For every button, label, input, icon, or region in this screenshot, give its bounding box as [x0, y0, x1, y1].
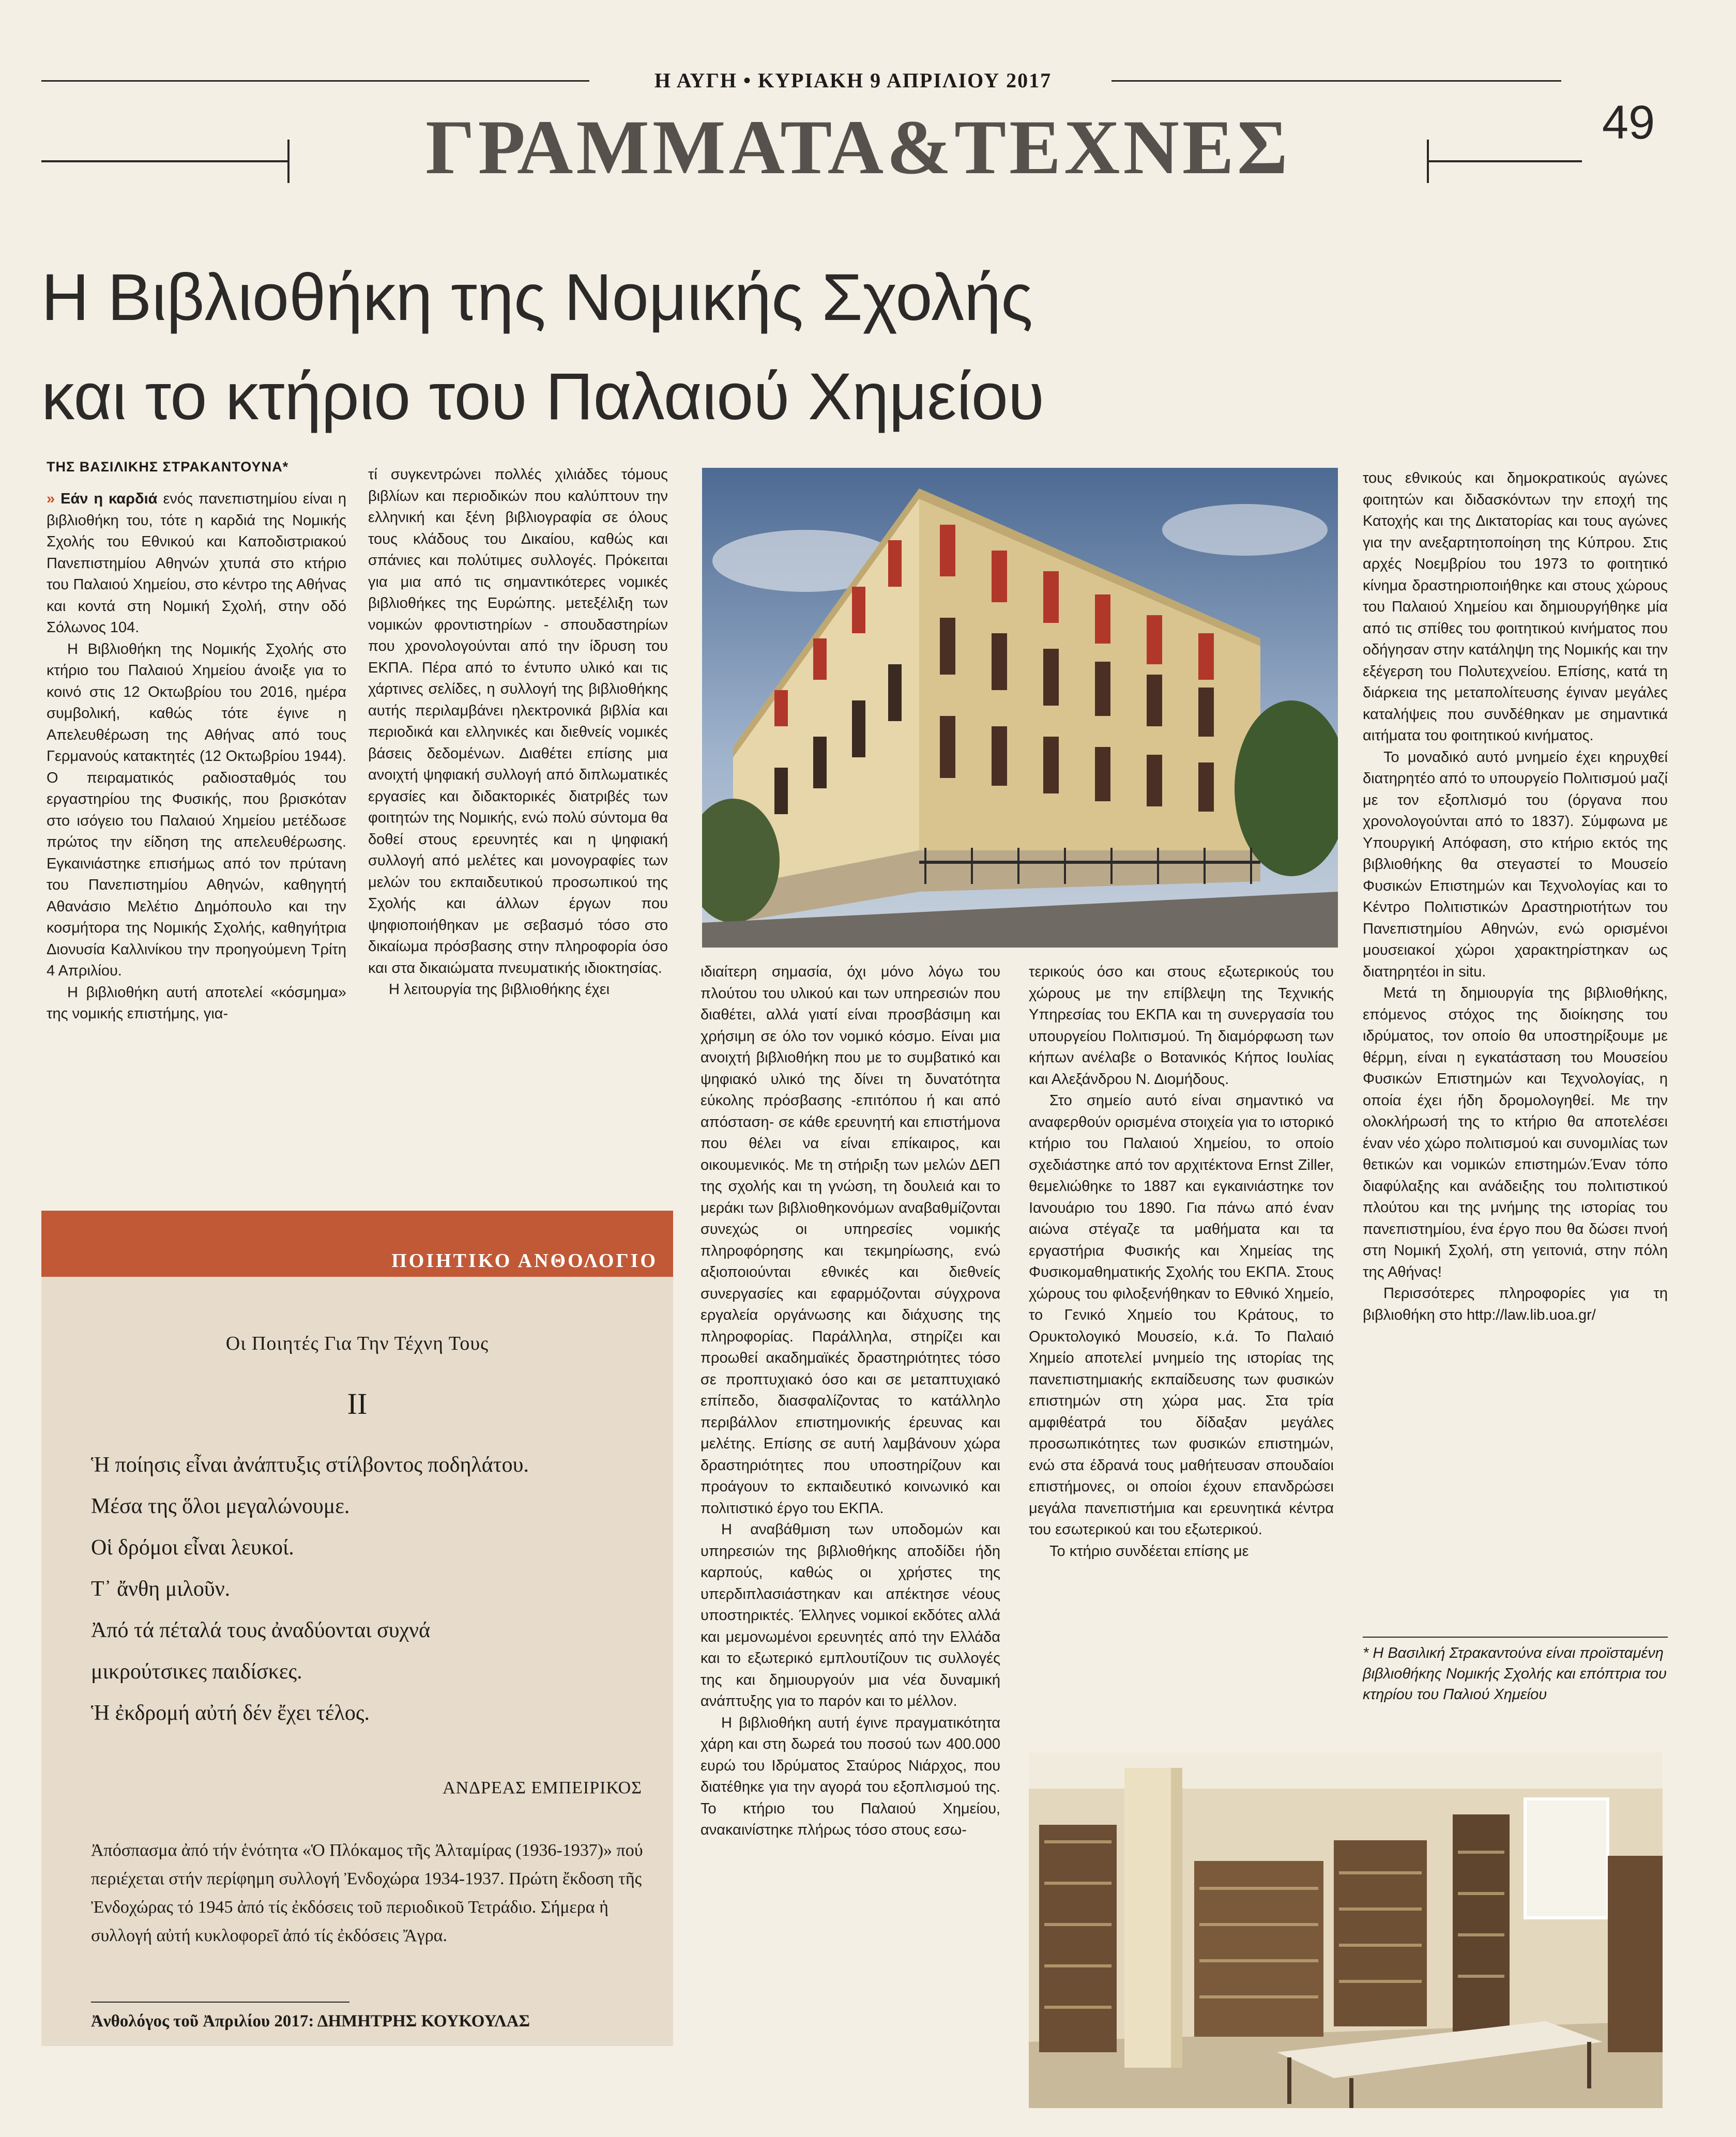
- headline-line-1: Η Βιβλιοθήκη της Νομικής Σχολής: [41, 261, 1033, 334]
- paragraph: Η βιβλιοθήκη αυτή αποτελεί «κόσμημα» της νομικής επιστήμης, για-: [47, 984, 346, 1022]
- headline: [41, 248, 1385, 447]
- poem-line: Ἡ ποίησις εἶναι ἀνάπτυξις στίλβοντος ποδηλάτου.: [91, 1453, 529, 1477]
- paragraph: Το μοναδικό αυτό μνημείο έχει κηρυχθεί διατηρητέο από το υπουργείο Πολιτισμού μαζί με τον εξοπλισμό του (όργανα που χρονολογούνται από το 1837). Σύμφωνα με Υπουργική Απόφαση, στο κτήριο εκτός της βιβλιοθήκης θα στεγαστεί το Μουσείο Φυσικών Επιστημών και Τεχνολογίας και το Κέντρο Πολιτιστικών Δραστηριοτήτων του Πανεπιστημίου Αθηνών, ενώ ορισμένοι μουσειακοί χώροι χαρακτηρίστηκαν ως διατηρητέοι in situ.: [1363, 749, 1668, 980]
- anthology-numeral: ΙΙ: [347, 1387, 368, 1421]
- footnote-rule: [1363, 1637, 1668, 1638]
- paragraph: Η βιβλιοθήκη αυτή έγινε πραγματικότητα χάρη και στη δωρεά του ποσού των 400.000 ευρώ του Ιδρύματος Σταύρος Νιάρχος, που διατέθηκε για την αγορά του εξοπλισμού της. Το κτήριο του Παλαιού Χημείου, ανακαινίστηκε πλήρως τόσο στους εσω-: [701, 1714, 1000, 1838]
- byline: ΤΗΣ ΒΑΣΙΛΙΚΗΣ ΣΤΡΑΚΑΝΤΟΥΝΑ*: [47, 459, 289, 475]
- building-illustration: [702, 468, 1338, 948]
- poem-line: Ἀπό τά πέταλά τους ἀναδύονται συχνά: [91, 1619, 431, 1642]
- paragraph: Η Βιβλιοθήκη της Νομικής Σχολής στο κτήριο του Παλαιού Χημείου άνοιξε για το κοινό στις 12 Οκτωβρίου του 2016, ημέρα συμβολική, καθώς τότε έγινε η Απελευθέρωση της Αθήνας από τους Γερμανούς κατακτητές (12 Οκτωβρίου 1944). Ο πειραματικός ραδιοσταθμός του εργαστηρίου της Φυσικής, που βρισκόταν στο ισόγειο του Παλαιού Χημείου μετέδωσε πρώτος την είδηση της απελευθέρωσης. Εγκαινιάστηκε επισήμως από τον πρύτανη του Πανεπιστημίου Αθηνών, καθηγητή Αθανάσιο Μελέτιο Δημόπουλο και την κοσμήτορα της Νομικής Σχολής, καθηγήτρια Διονυσία Καλλινίκου την προηγούμενη Τρίτη 4 Απριλίου.: [47, 640, 346, 979]
- poem: [91, 1444, 660, 1734]
- anthology-curator-rule: [91, 2002, 349, 2003]
- paragraph: Το κτήριο συνδέεται επίσης με: [1049, 1543, 1249, 1560]
- building-photo: [702, 468, 1338, 948]
- article-column-1: [47, 489, 346, 1161]
- top-rule-left: [41, 80, 589, 82]
- paragraph: Η λειτουργία της βιβλιοθήκης έχει: [389, 981, 610, 998]
- headline-line-2: και το κτήριο του Παλαιού Χημείου: [41, 360, 1044, 434]
- paragraph: Περισσότερες πληροφορίες για τη βιβλιοθήκη στο http://law.lib.uoa.gr/: [1363, 1285, 1668, 1323]
- page-number: 49: [1602, 96, 1655, 149]
- poem-line: Ἡ ἐκδρομή αὐτή δέν ἔχει τέλος.: [91, 1701, 370, 1725]
- anthology-note: Ἀπόσπασμα ἀπό τήν ἑνότητα «Ὁ Πλόκαμος τῆς Ἀλταμίρας (1936-1937)» πού περιέχεται στήν περίφημη συλλογή Ἐνδοχώρα 1934-1937. Πρώτη ἔκδοση τῆς Ἐνδοχώρας τό 1945 ἀπό τίς ἐκδόσεις τοῦ περιοδικοῦ Τετράδιο. Σήμερα ἡ συλλογή αὐτή κυκλοφορεῖ ἀπό τίς ἐκδόσεις Ἄγρα.: [91, 1841, 643, 1945]
- title-rule-right-tick: [1427, 140, 1429, 183]
- anthology-header: ΠΟΙΗΤΙΚΟ ΑΝΘΟΛΟΓΙΟ: [391, 1250, 658, 1272]
- double-chevron-icon: »: [47, 491, 55, 507]
- library-photo: [1029, 1752, 1663, 2108]
- lead-bold: Εάν η καρδιά: [60, 491, 158, 507]
- poem-line: Μέσα της ὅλοι μεγαλώνουμε.: [91, 1494, 350, 1518]
- paragraph: τους εθνικούς και δημοκρατικούς αγώνες φοιτητών και διδασκόντων την εποχή της Κατοχής και της Δικτατορίας και τους αγώνες για την ανεξαρτητοποίηση της Κύπρου. Στις αρχές Νοεμβρίου του 1973 το φοιτητικό κίνημα δραστηριοποιήθηκε και στους χώρους του Παλαιού Χημείου και δημιουργήθηκε μία από τις σπίθες του φοιτητικού κινήματος που οδήγησαν στην κατάληψη της Νομικής και την εξέγερση του Πολυτεχνείου. Επίσης, κατά τη διάρκεια της μεταπολίτευσης έγιναν μεγάλες καταλήψεις που συνδέθηκαν με σημαντικά αιτήματα του φοιτητικού κινήματος.: [1363, 470, 1668, 744]
- poem-line: Τ᾽ ἄνθη μιλοῦν.: [91, 1577, 231, 1601]
- masthead: Η ΑΥΓΗ • ΚΥΡΙΑΚΗ 9 ΑΠΡΙΛΙΟΥ 2017: [654, 69, 1052, 92]
- top-rule-right: [1111, 80, 1561, 82]
- anthology-subtitle: Οι Ποιητές Για Την Τέχνη Τους: [225, 1333, 489, 1354]
- anthology-header-bar: [41, 1211, 673, 1277]
- article-column-2: [368, 464, 668, 1167]
- anthology-curator: Ἀνθολόγος τοῦ Ἀπριλίου 2017: ΔΗΜΗΤΡΗΣ ΚΟΥΚΟΥΛΑΣ: [91, 2012, 530, 2031]
- article-column-5: [1363, 468, 1668, 1631]
- library-illustration: [1029, 1752, 1663, 2108]
- section-title: ΓΡΑΜΜΑΤΑ&ΤΕΧΝΕΣ: [425, 104, 1291, 190]
- article-column-3: [701, 961, 1000, 2125]
- paragraph: Μετά τη δημιουργία της βιβλιοθήκης, επόμενος στόχος της διοίκησης του ιδρύματος, τον οποίο θα υποστηρίξουμε με θέρμη, είναι η εγκατάσταση του Μουσείου Φυσικών Επιστημών και Τεχνολογίας, η οποία έχει ήδη δρομολογηθεί. Με την ολοκλήρωσή της το κτήριο θα αποτελέσει έναν νέο χώρο πολιτισμού και συνομιλίας των θετικών και νομικών επιστημών.Έναν τόπο διαφύλαξης και ανάδειξης του πολιτιστικού πλούτου και της μνήμης της ιστορίας του πανεπιστημίου, ένα έργο που θα δώσει πνοή στη Νομική Σχολή, στη γειτονιά, στην πόλη της Αθήνας!: [1363, 985, 1668, 1280]
- poet-name: ΑΝΔΡΕΑΣ ΕΜΠΕΙΡΙΚΟΣ: [443, 1778, 642, 1797]
- title-rule-right: [1427, 160, 1582, 162]
- poem-line: Οἱ δρόμοι εἶναι λευκοί.: [91, 1536, 294, 1560]
- paragraph: Στο σημείο αυτό είναι σημαντικό να αναφερθούν ορισμένα στοιχεία για το ιστορικό κτήριο του Παλαιού Χημείου, το οποίο σχεδιάστηκε από τον αρχιτέκτονα Ernst Ziller, θεμελιώθηκε το 1887 και εγκαινιάστηκε τον Ιανουάριο του 1890. Για πάνω από έναν αιώνα στέγαζε τα μαθήματα και τα εργαστήρια Φυσικής και Χημείας της Φυσικομαθηματικής Σχολής του ΕΚΠΑ. Στους χώρους του φιλοξενήθηκαν το Εθνικό Χημείο, το Γενικό Χημείο του Κράτους, το Ορυκτολογικό Μουσείο, κ.ά. Το Παλαιό Χημείο αποτελεί μνημείο της ιστορίας της πανεπιστημιακής εκπαίδευσης των φυσικών επιστημών στη χώρα μας. Στα τρία αμφιθέατρά του δίδαξαν μεγάλες προσωπικότητες των φυσικών επιστημών, ενώ στα έδρανά τους μαθήτευσαν σπουδαίοι επιστήμονες, οι οποίοι έχουν επανδρώσει μεγάλα πανεπιστήμια και ερευνητικά κέντρα του εσωτερικού και του εξωτερικού.: [1029, 1092, 1334, 1538]
- paragraph: τί συγκεντρώνει πολλές χιλιάδες τόμους βιβλίων και περιοδικών που καλύπτουν την ελληνική και ξένη βιβλιογραφία σε όλους τους κλάδους του Δικαίου, καθώς και σπάνιες και πολύτιμες συλλογές. Πρόκειται για μια από τις σημαντικότερες νομικές βιβλιοθήκες της Ευρώπης. μετεξέλιξη των νομικών φροντιστηρίων - σπουδαστηρίων που χρονολογούνται από την ίδρυση του ΕΚΠΑ. Πέρα από το έντυπο υλικό και τις χάρτινες σελίδες, η συλλογή της βιβλιοθήκης αυτής περιλαμβάνει ηλεκτρονικά βιβλία και περιοδικά και ελληνικές και διεθνείς νομικές βάσεις δεδομένων. Διαθέτει επίσης μια ανοιχτή ψηφιακή συλλογή από διπλωματικές εργασίες και διδακτορικές διατριβές των φοιτητών της Νομικής, ενώ πολύ σύντομα θα δοθεί στους ερευνητές και η ψηφιακή συλλογή από μελέτες και μονογραφίες των μελών του εκπαιδευτικού προσωπικού της Σχολής και άλλων έργων που ψηφιοποιήθηκαν με σεβασμό τόσο στο δικαίωμα πρόσβασης στην πληροφορία όσο και στα δικαιώματα πνευματικής ιδιοκτησίας.: [368, 466, 668, 976]
- lead-paragraph: [47, 489, 346, 639]
- paragraph: τερικούς όσο και στους εξωτερικούς του χώρους με την επίβλεψη της Τεχνικής Υπηρεσίας του ΕΚΠΑ και τη συνεργασία του υπουργείου Πολιτισμού. Τη διαμόρφωση των κήπων ανέλαβε ο Βοτανικός Κήπος Ιουλίας και Αλεξάνδρου Ν. Διομήδους.: [1029, 964, 1334, 1088]
- title-rule-left: [41, 160, 290, 162]
- paragraph: ιδιαίτερη σημασία, όχι μόνο λόγω του πλούτου του υλικού και των υπηρεσιών που διαθέτει, αλλά γιατί είναι προσβάσιμη και χρήσιμη σε όλο τον νομικό κόσμο. Είναι μια ανοιχτή βιβλιοθήκη που με το συμβατικό και ψηφιακό υλικό της δίνει τη δυνατότητα εύκολης πρόσβασης -επιτόπου ή και από απόσταση- σε κάθε ερευνητή και επιστήμονα που θέλει να είναι επίκαιρος, και οικουμενικός. Με τη στήριξη των μελών ΔΕΠ της σχολής και τη γνώση, τη δουλειά και το μεράκι των βιβλιοθηκονόμων αναβαθμίζονται συνεχώς οι υπηρεσίες νομικής πληροφόρησης και τεκμηρίωσης, ενώ αξιοποιούνται εθνικές και διεθνείς συνεργασίες και εφαρμόζονται σύγχρονα εργαλεία οργάνωσης και διάχυσης της πληροφορίας. Παράλληλα, στηρίζει και προωθεί ακαδημαϊκές δραστηριότητες τόσο σε προπτυχιακό όσο και σε μεταπτυχιακό επίπεδο, διασφαλίζοντας το κατάλληλο περιβάλλον επιστημονικής έρευνας και μελέτης. Επίσης σε αυτή λαμβάνουν χώρα δραστηριότητες που υποστηρίζουν και προάγουν το εκπαιδευτικό κοινωνικό και πολιτιστικό έργο του ΕΚΠΑ.: [701, 964, 1000, 1517]
- paragraph: Η αναβάθμιση των υποδομών και υπηρεσιών της βιβλιοθήκης αποδίδει ήδη καρπούς, καθώς οι χρήστες της υπερδιπλασιάστηκαν και απέκτησε νέους υποστηρικτές. Έλληνες νομικοί εκδότες αλλά και μεμονωμένοι ερευνητές από την Ελλάδα και το εξωτερικό εμπλουτίζουν τις συλλογές της και δημιουργούν μια νέα δυναμική ανάπτυξης για το παρόν και το μέλλον.: [701, 1521, 1000, 1709]
- poetry-anthology-box: [41, 1211, 673, 2046]
- article-column-4: [1029, 961, 1334, 1732]
- lead-text: ενός πανεπιστημίου είναι η βιβλιοθήκη του, τότε η καρδιά της Νομικής Σχολής του Εθνικού και Καποδιστριακού Πανεπιστημίου Αθηνών χτυπά στο κτήριο του Παλαιού Χημείου, στο κέντρο της Αθήνας και κοντά στη Νομική Σχολή, στην οδό Σόλωνος 104.: [47, 491, 346, 636]
- footnote: * Η Βασιλική Στρακαντούνα είναι προϊσταμένη βιβλιοθήκης Νομικής Σχολής και επόπτρια του κτηρίου του Παλιού Χημείου: [1363, 1645, 1667, 1703]
- poem-line: μικρούτσικες παιδίσκες.: [91, 1660, 302, 1684]
